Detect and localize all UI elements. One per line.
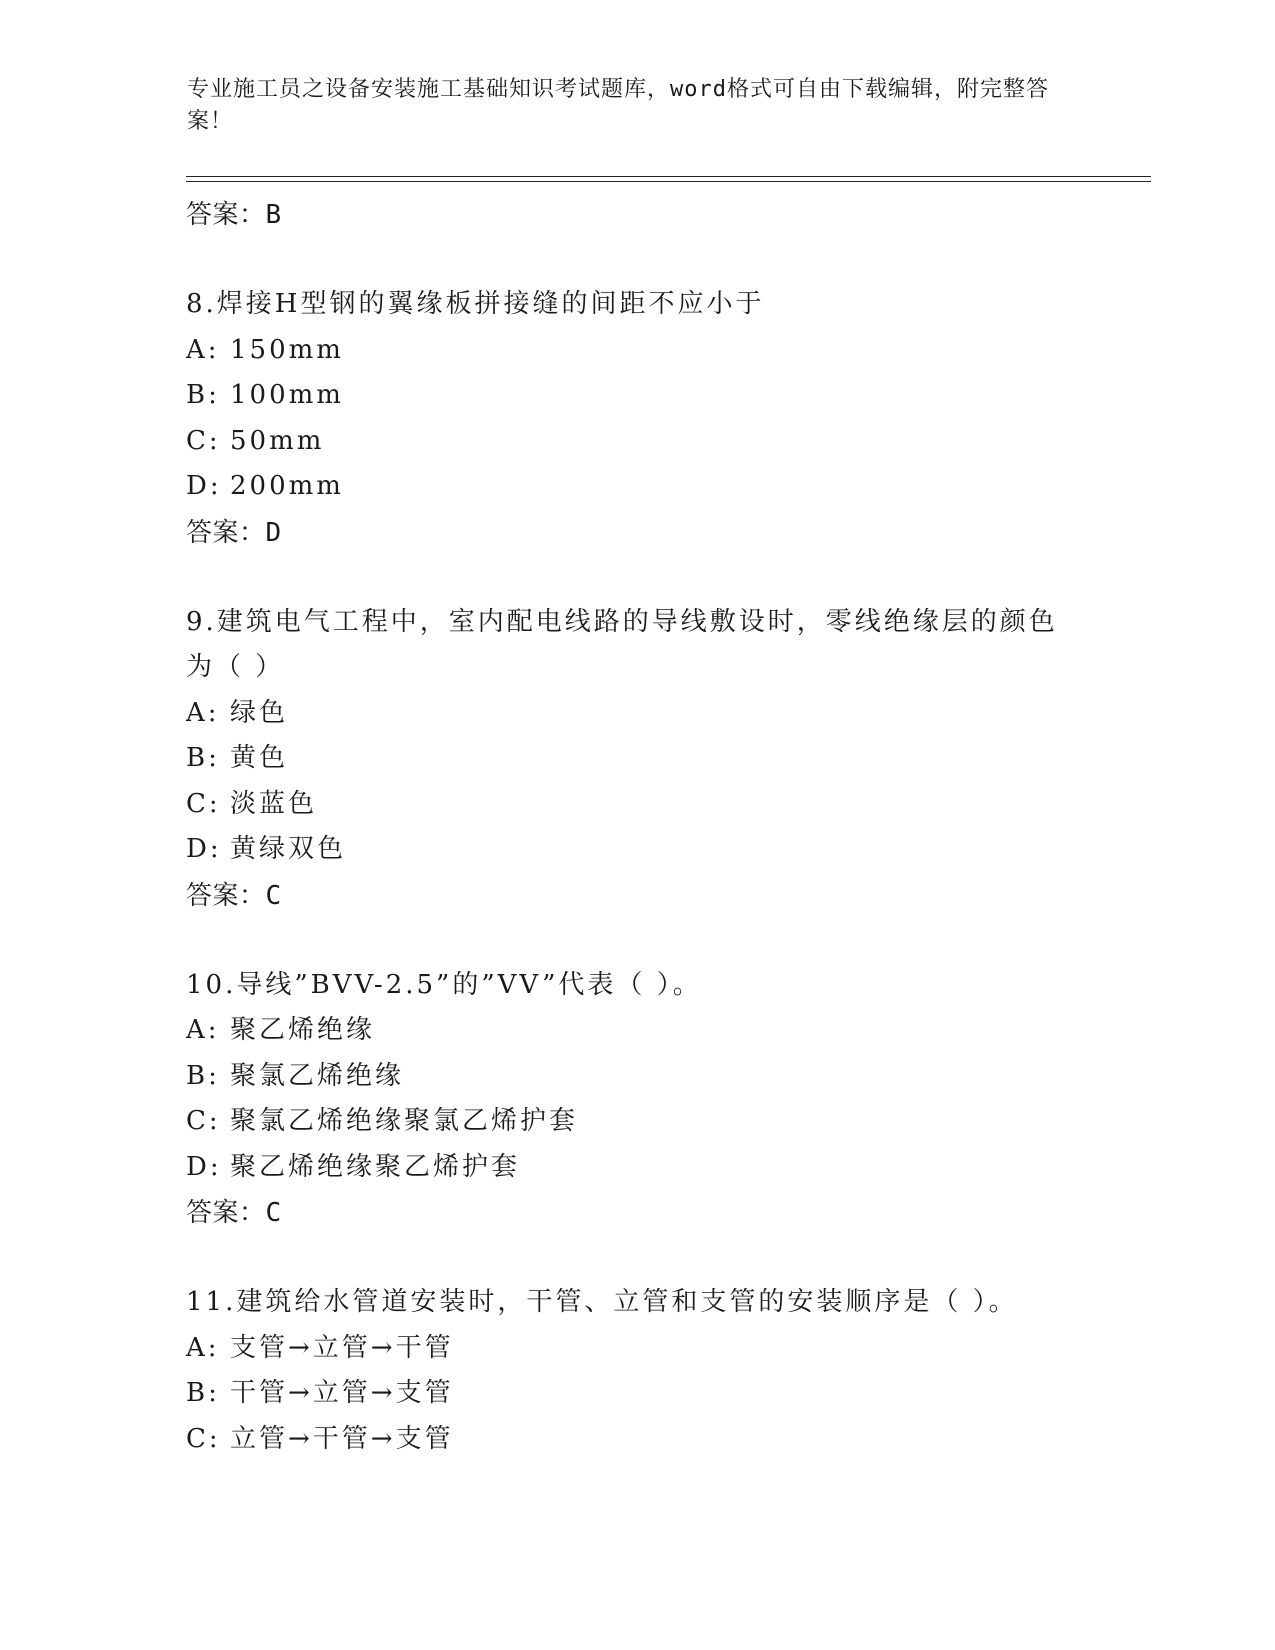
option-b [186,1371,1086,1417]
option-c [186,1099,1086,1145]
option-key: C: [186,1423,221,1454]
option-key: D: [186,471,222,501]
option-a [186,1326,1086,1372]
option-c [186,782,1086,828]
question-list [186,192,1086,1462]
option-key: A: [186,1332,220,1363]
answer-label: 答案：C [186,1198,282,1228]
option-b [186,736,1086,782]
answer-label: 答案：C [186,880,282,911]
answer-label: 答案：D [186,517,282,548]
question-text: 9.建筑电气工程中，室内配电线路的导线敷设时，零线绝缘层的颜色为（ ） [186,606,1058,682]
option-key: A: [186,697,220,728]
option-key: B: [186,380,220,410]
option-c [186,419,1086,465]
option-text: 黄绿双色 [230,834,347,864]
option-key: B: [186,1060,220,1091]
option-text: 聚乙烯绝缘 [230,1015,376,1045]
option-key: A: [186,334,220,365]
option-text: 50mm [230,425,325,456]
option-key: D: [186,834,222,864]
question-text: 11.建筑给水管道安装时，干管、立管和支管的安装顺序是（ ）。 [186,1287,1018,1317]
question-text: 10.导线”BVV-2.5”的”VV”代表（ ）。 [186,969,702,1000]
option-text: 聚乙烯绝缘聚乙烯护套 [230,1151,521,1182]
option-b [186,1054,1086,1100]
option-text: 200mm [230,471,344,501]
option-text: 淡蓝色 [230,788,318,819]
option-d [186,464,1086,510]
option-text: 100mm [230,380,344,410]
question-9 [186,600,1086,919]
option-text: 绿色 [230,697,289,728]
option-d [186,1145,1086,1191]
option-key: C: [186,1106,221,1136]
option-text: 干管→立管→支管 [230,1378,454,1408]
question-11 [186,1280,1086,1462]
option-text: 聚氯乙烯绝缘 [230,1060,405,1091]
option-b [186,373,1086,419]
answer-label: 答案：B [186,200,282,230]
option-d [186,827,1086,873]
option-text: 150mm [230,334,344,365]
option-key: C: [186,425,221,456]
option-text: 支管→立管→干管 [230,1332,454,1363]
question-8 [186,282,1086,556]
option-a [186,691,1086,737]
option-c [186,1417,1086,1463]
question-text: 8.焊接H型钢的翼缘板拼接缝的间距不应小于 [186,289,765,319]
option-text: 黄色 [230,743,289,773]
option-key: D: [186,1151,222,1182]
option-a [186,1008,1086,1054]
document-header: 专业施工员之设备安装施工基础知识考试题库，word格式可自由下载编辑，附完整答案！ [187,77,1049,134]
option-text: 立管→干管→支管 [230,1423,454,1454]
option-key: C: [186,788,221,819]
option-key: B: [186,743,220,773]
question-10 [186,963,1086,1237]
header-divider-bottom [186,181,1151,182]
option-text: 聚氯乙烯绝缘聚氯乙烯护套 [230,1106,579,1136]
option-key: A: [186,1015,220,1045]
option-a [186,328,1086,374]
option-key: B: [186,1378,220,1408]
header-divider-top [186,176,1151,177]
